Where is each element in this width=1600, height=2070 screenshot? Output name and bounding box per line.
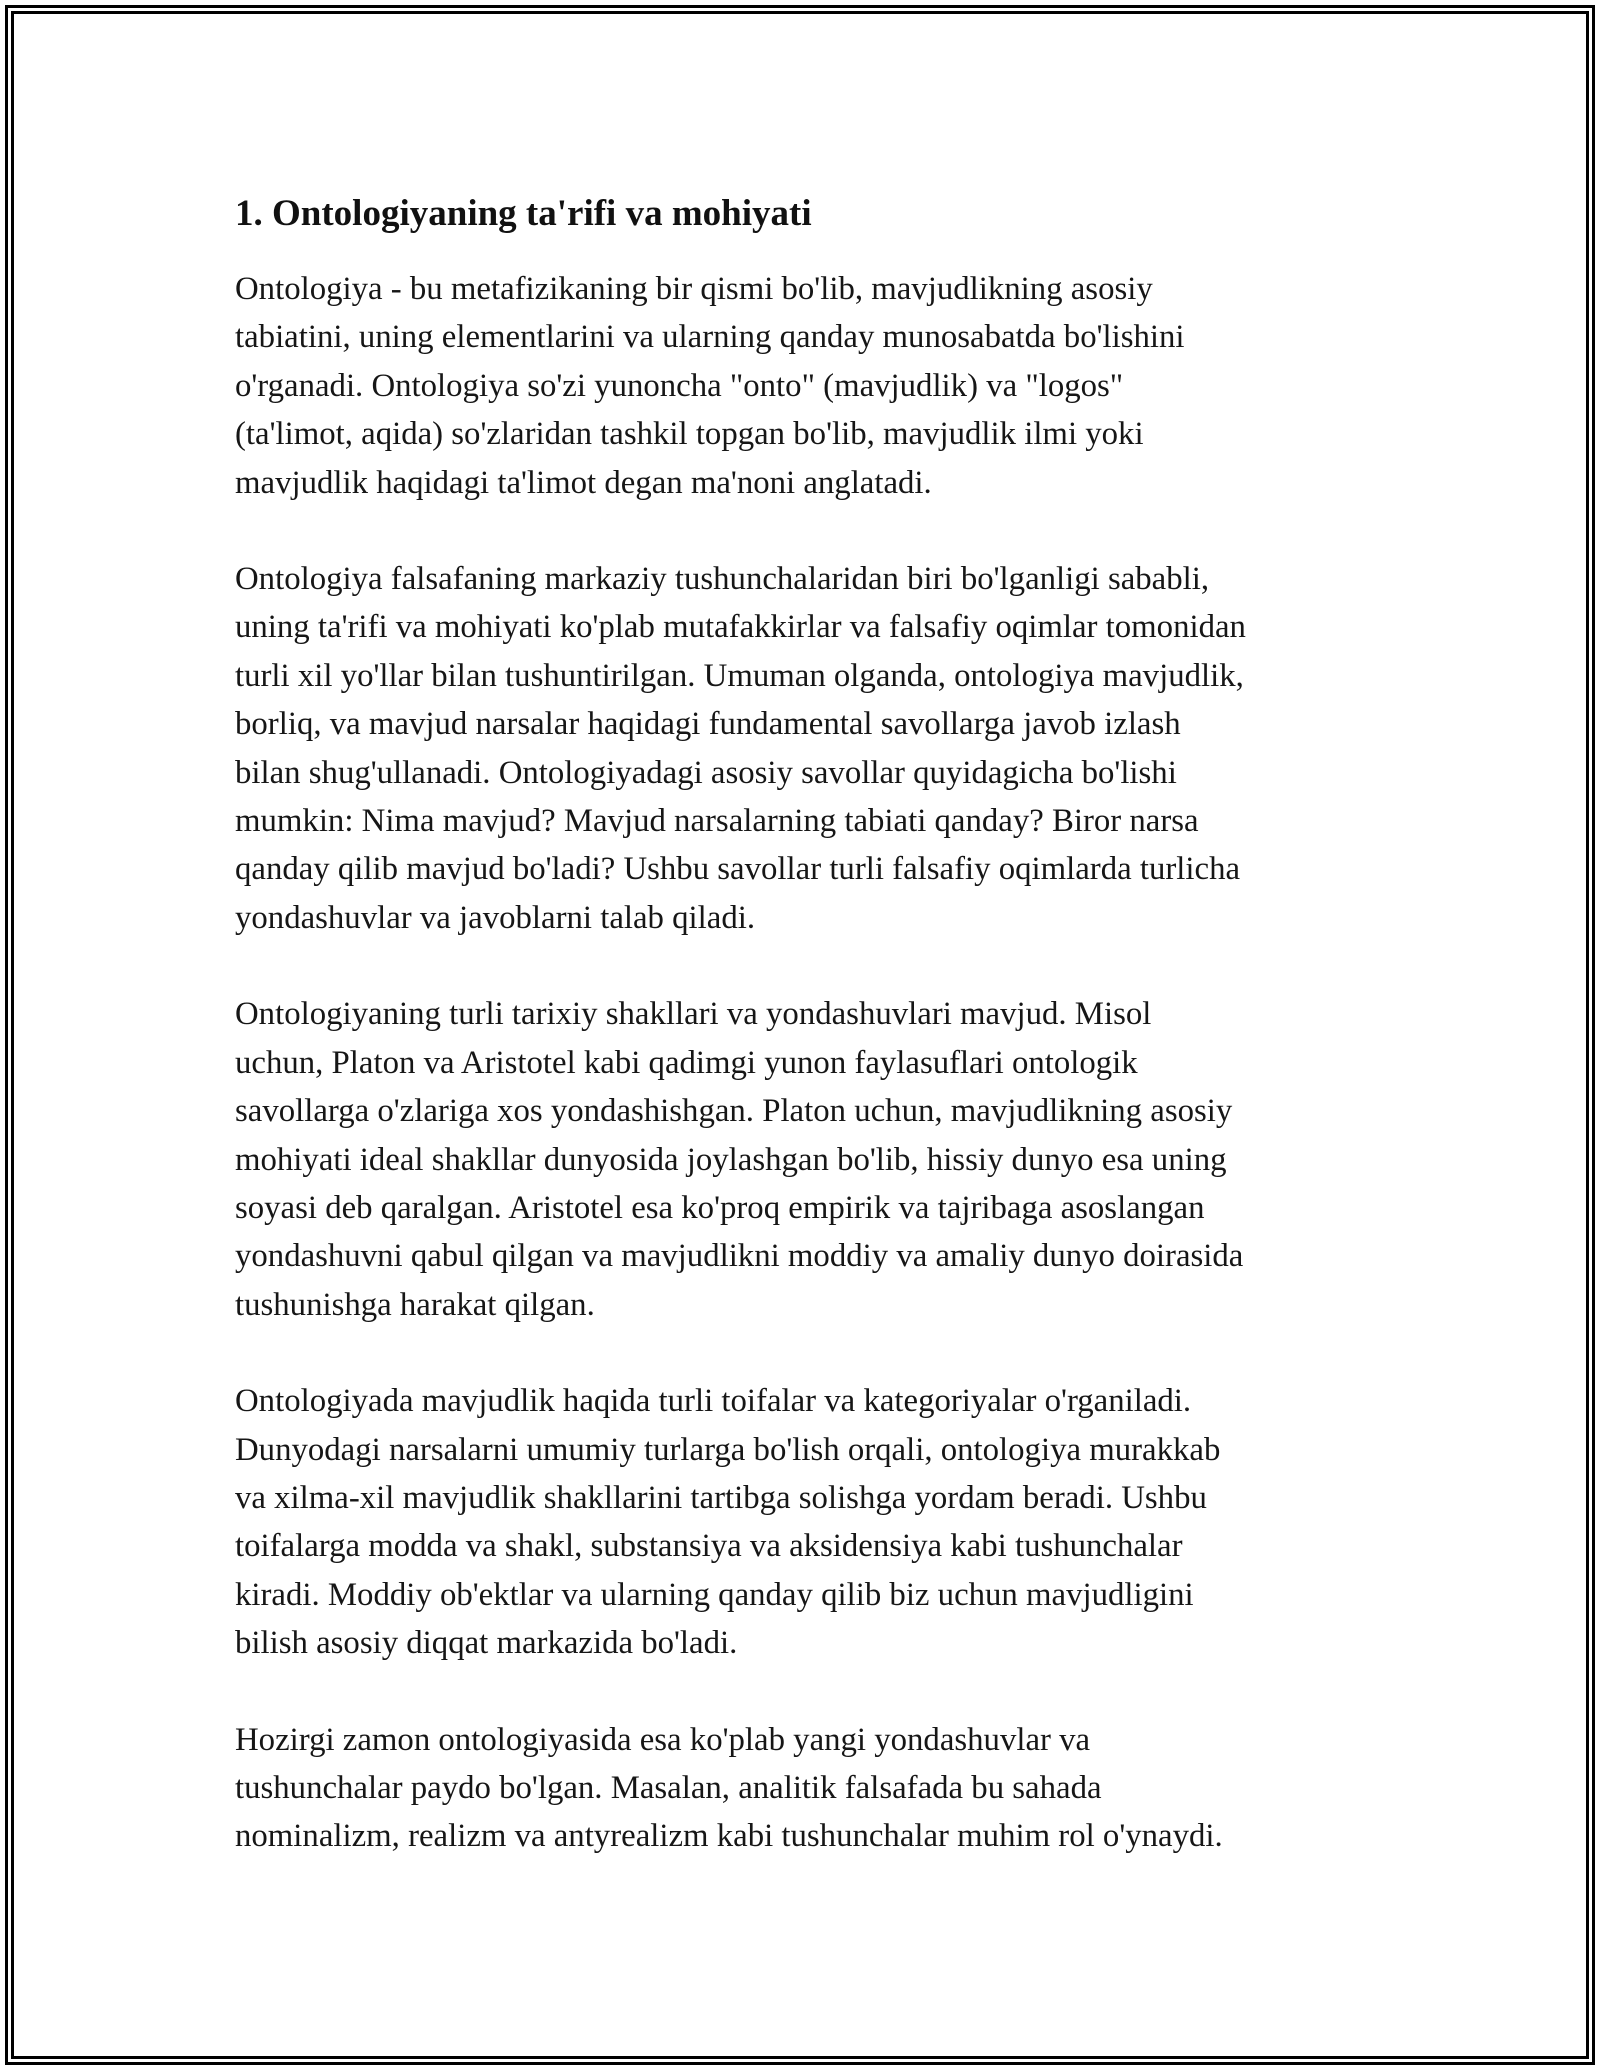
paragraph-central-concept: Ontologiya falsafaning markaziy tushunchalaridan biri bo'lganligi sababli, uning ta'rifi va mohiyati ko'plab mutafakkirlar va falsafiy oqimlar tomonidan turli xil yo'llar bilan tushuntirilgan. Umuman olganda, ontologiya mavjudlik, borliq, va mavjud narsalar haqidagi fundamental savollarga javob izlash bilan shug'ullanadi. Ontologiyadagi asosiy savollar quyidagicha bo'lishi mumkin: Nima mavjud? Mavjud narsalarning tabiati qanday? Biror narsa qanday qilib mavjud bo'ladi? Ushbu savollar turli falsafiy oqimlarda turlicha yondashuvlar va javoblarni talab qiladi. — [235, 561, 1246, 936]
paragraph-historical-forms: Ontologiyaning turli tarixiy shakllari va yondashuvlari mavjud. Misol uchun, Platon va Aristotel kabi qadimgi yunon faylasuflari ontologik savollarga o'zlariga xos yondashishgan. Platon uchun, mavjudlikning asosiy mohiyati ideal shakllar dunyosida joylashgan bo'lib, hissiy dunyo esa uning soyasi deb qaralgan. Aristotel esa ko'proq empirik va tajribaga asoslangan yondashuvni qabul qilgan va mavjudlikni moddiy va amaliy dunyo doirasida tushunishga harakat qilgan. — [235, 996, 1244, 1323]
paragraph-categories: Ontologiyada mavjudlik haqida turli toifalar va kategoriyalar o'rganiladi. Dunyodagi narsalarni umumiy turlarga bo'lish orqali, ontologiya murakkab va xilma-xil mavjudlik shakllarini tartibga solishga yordam beradi. Ushbu toifalarga modda va shakl, substansiya va aksidensiya kabi tushunchalar kiradi. Moddiy ob'ektlar va ularning qanday qilib biz uchun mavjudligini bilish asosiy diqqat markazida bo'ladi. — [235, 1383, 1221, 1662]
paragraph-definition: Ontologiya - bu metafizikaning bir qismi bo'lib, mavjudlikning asosiy tabiatini, uning elementlarini va ularning qanday munosabatda bo'lishini o'rganadi. Ontologiya so'zi yunoncha "onto" (mavjudlik) va "logos" (ta'limot, aqida) so'zlaridan tashkil topgan bo'lib, mavjudlik ilmi yoki mavjudlik haqidagi ta'limot degan ma'noni anglatadi. — [235, 271, 1185, 501]
paragraph-modern-ontology: Hozirgi zamon ontologiyasida esa ko'plab yangi yondashuvlar va tushunchalar paydo bo'lgan. Masalan, analitik falsafada bu sahada nominalizm, realizm va antyrealizm kabi tushunchalar muhim rol o'ynaydi. — [235, 1721, 1223, 1855]
section-title: 1. Ontologiyaning ta'rifi va mohiyati — [235, 193, 812, 234]
document-body — [235, 186, 1375, 1909]
